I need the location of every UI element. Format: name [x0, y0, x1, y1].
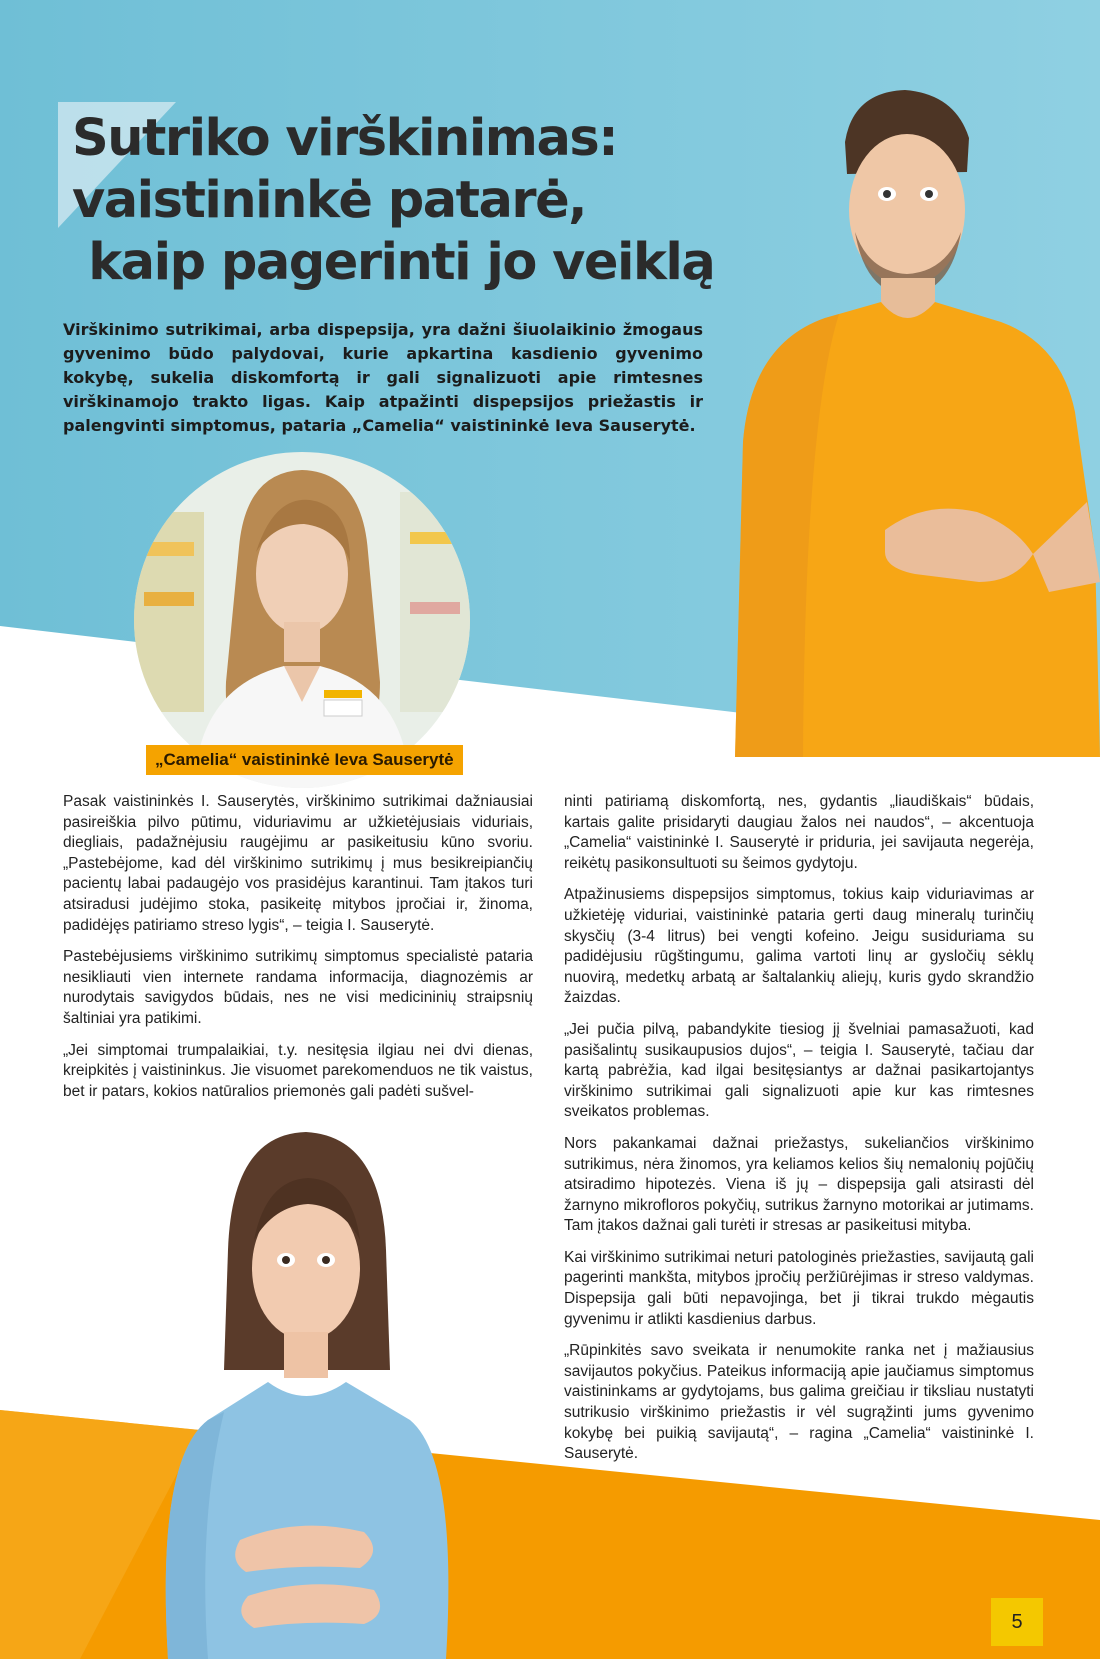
- paragraph: ninti patiriamą diskomfortą, nes, gydantis „liaudiškais“ būdais, kartais galite prisidaryti daugiau žalos nei naudos“, – akcentuoja „Camelia“ vaistininkė I. Sauserytė ir priduria, jei savijauta negerėja, reikėtų pasikonsultuoti su šeimos gydytoju.: [564, 793, 1034, 872]
- page-number: 5: [991, 1598, 1043, 1646]
- paragraph: „Jei pučia pilvą, pabandykite tiesiog jį švelniai pamasažuoti, kad pasišalintų susikaupusios dujos“, – teigia I. Sauserytė, tačiau dar kartą pabrėžia, kad ilgai besitęsiantys ar dažnai pasikartojantys virškinimo sutrikimai gali signalizuoti apie kur kas rimtesnes sveikatos problemas.: [564, 1020, 1034, 1121]
- paragraph: „Jei simptomai trumpalaikiai, t.y. nesitęsia ilgiau nei dvi dienas, kreipkitės į vaistininkus. Jie visuomet parekomenduos ne tik vaistus, bet ir patars, kokios natūralios priemonės gali padėti sušvel-: [63, 1041, 533, 1100]
- title-line-2: vaistininkė patarė,: [72, 171, 587, 230]
- article-column-right: [564, 792, 1034, 1476]
- article-column-left: [63, 792, 533, 1113]
- paragraph: Pastebėjusiems virškinimo sutrikimų simptomus specialistė pataria nesikliauti vien internete randama informacija, diagnozėmis ar nurodytais savigydos būdais, nes ne visi medicininių straipsnių šaltiniai yra patikimi.: [63, 948, 533, 1027]
- paragraph: Kai virškinimo sutrikimai neturi patologinės priežasties, savijautą gali pagerinti mankšta, mitybos įpročių peržiūrėjimas ir streso valdymas. Dispepsija gali būti nepavojinga, bet ji tikrai trukdo mėgautis gyvenimu ir atlikti kasdienius darbus.: [564, 1248, 1034, 1328]
- paragraph: Pasak vaistininkės I. Sauserytės, virškinimo sutrikimai dažniausiai pasireiškia pilvo pūtimu, viduriavimu ar užkietėjusiais viduriais, diegliais, padažnėjusiu raugėjimu ar pasikeitusiu kūno svoriu. „Pastebėjome, kad dėl virškinimo sutrikimų į mus besikreipiančių pacientų labai padaugėjo vos prasidėjus karantinui. Tam įtakos turi atsiradusi judėjimo stoka, pasikeitę mitybos įpročiai ir, žinoma, padidėjęs patiriamo streso lygis“, – teigia I. Sauserytė.: [63, 793, 533, 934]
- man-photo: [715, 82, 1100, 757]
- woman-photo: [128, 1120, 488, 1659]
- paragraph: „Rūpinkitės savo sveikata ir nenumokite ranka net į mažiausius savijautos pokyčius. Pateikus informaciją apie jaučiamus simptomus vaistininkams ar gydytojams, bus galima greičiau ir tiksliau nustatyti sutrikusio virškinimo priežastis ir vėl sugrąžinti jums gyvenimo kokybę bei puikią savijautą“, – ragina „Camelia“ vaistininkė I. Sauserytė.: [564, 1342, 1034, 1463]
- title-line-1: Sutriko virškinimas:: [72, 109, 618, 168]
- paragraph: Nors pakankamai dažnai priežastys, sukeliančios virškinimo sutrikimus, nėra žinomos, yra keliamos kelios šių nemalonių pojūčių atsiradimo hipotezės. Viena iš jų – dispepsija gali atsirasti dėl žarnyno mikrofloros pokyčių, sutrikus žarnyno motorikai ar jutimams. Tam įtakos dažnai gali turėti ir stresas ar pasikeitusi mityba.: [564, 1134, 1034, 1235]
- title-line-3: kaip pagerinti jo veiklą: [72, 233, 715, 292]
- pharmacist-portrait: [134, 452, 470, 788]
- article-lead: Virškinimo sutrikimai, arba dispepsija, yra dažni šiuolaikinio žmogaus gyvenimo būdo palydovai, kurie apkartina kasdienio gyvenimo kokybę, sukelia diskomfortą ir gali signalizuoti apie rimtesnes virškinamojo trakto ligas. Kaip atpažinti dispepsijos priežastis ir palengvinti simptomus, pataria „Camelia“ vaistininkė Ieva Sauserytė.: [63, 320, 703, 435]
- paragraph: Atpažinusiems dispepsijos simptomus, tokius kaip viduriavimas ar užkietėję viduriai, vaistininkė pataria gerti daug mineralų turinčių skysčių (3-4 litrus) bei vengti kofeino. Jeigu susiduriama su padidėjusiu rūgštingumu, galima vartoti linų ar gysločių sėklų nuovirą, medetkų arbatą ar šaltalankių aliejų, kuris gydo skrandžio žaizdas.: [564, 886, 1034, 1007]
- portrait-caption: „Camelia“ vaistininkė Ieva Sauserytė: [146, 745, 463, 775]
- article-title: [72, 108, 752, 294]
